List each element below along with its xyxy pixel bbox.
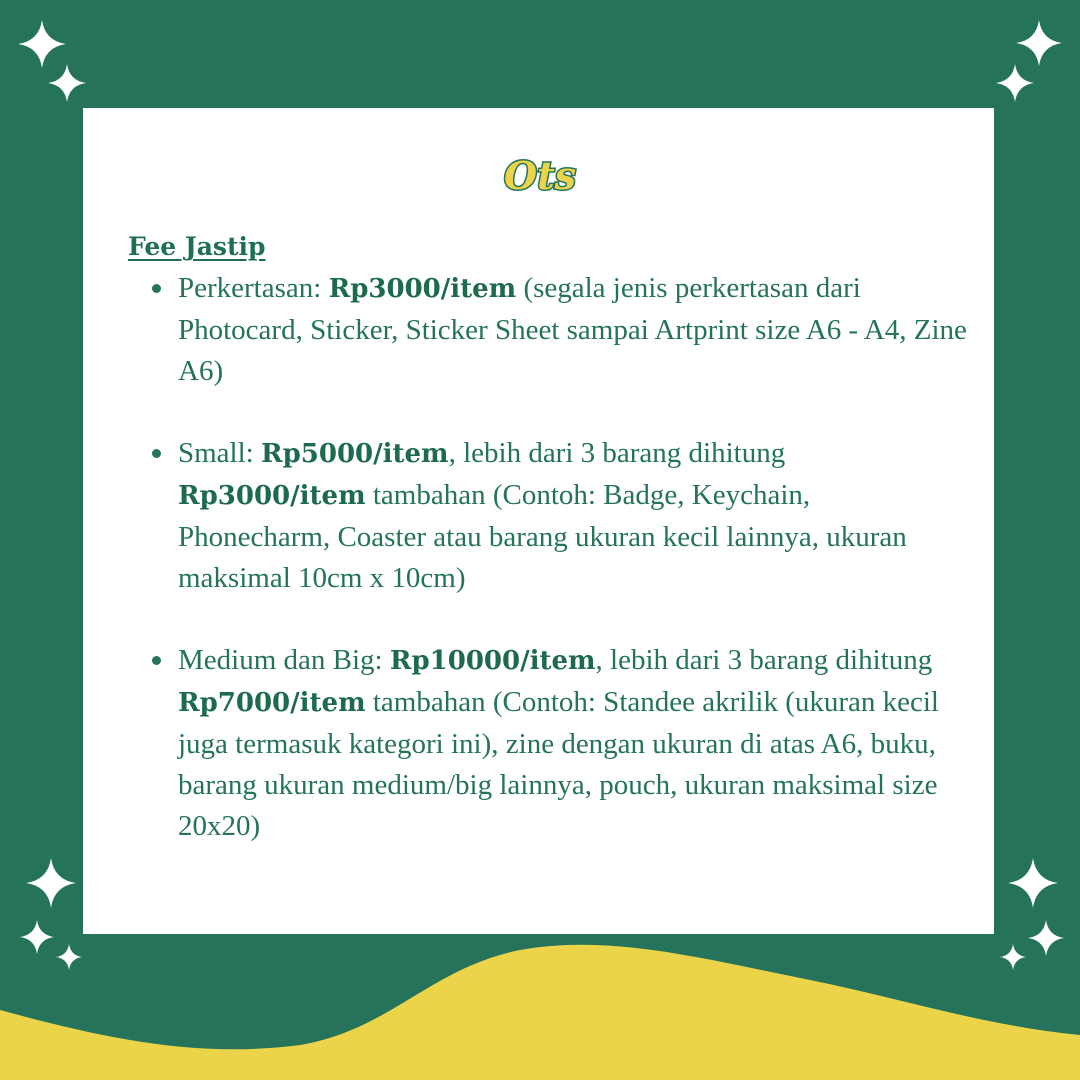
- sparkle-icon: [56, 944, 82, 970]
- sparkle-icon: [1016, 20, 1062, 66]
- content-card: [83, 108, 994, 934]
- price-text: Rp3000/item: [178, 481, 366, 511]
- bullet-icon: [152, 284, 161, 293]
- description-text: Perkertasan:: [178, 272, 329, 304]
- description-text: , lebih dari 3 barang dihitung: [448, 437, 786, 469]
- ots-logo: [495, 146, 585, 206]
- description-text: , lebih dari 3 barang dihitung: [595, 644, 933, 676]
- sparkle-icon: [996, 64, 1034, 102]
- description-text: Medium dan Big:: [178, 644, 390, 676]
- price-text: Rp5000/item: [260, 439, 449, 469]
- price-text: Rp3000/item: [328, 274, 517, 304]
- sparkle-icon: [1028, 920, 1064, 956]
- price-text: Rp10000/item: [389, 646, 596, 676]
- fee-item: [178, 433, 968, 599]
- bullet-icon: [152, 656, 161, 665]
- sparkle-icon: [18, 20, 66, 68]
- description-text: (segala jenis perkertasan dari Photocard, Sticker, Sticker Sheet sampai Artprint size A6 - A4, Zine A6): [178, 272, 967, 387]
- fee-list: [178, 268, 968, 888]
- logo-text: Ots: [503, 153, 577, 198]
- description-text: tambahan (Contoh: Badge, Keychain, Phonecharm, Coaster atau barang ukuran kecil lainnya, ukuran maksimal 10cm x 10cm): [178, 479, 907, 594]
- sparkle-icon: [1000, 944, 1026, 970]
- sparkle-icon: [48, 64, 86, 102]
- bullet-icon: [152, 449, 161, 458]
- sparkle-icon: [20, 920, 54, 954]
- fee-item: [178, 640, 968, 847]
- description-text: Small:: [178, 437, 261, 469]
- description-text: tambahan (Contoh: Standee akrilik (ukuran kecil juga termasuk kategori ini), zine dengan ukuran di atas A6, buku, barang ukuran medium/big lainnya, pouch, ukuran maksimal size 20x20): [178, 686, 939, 842]
- price-text: Rp7000/item: [178, 688, 366, 718]
- fee-item: [178, 268, 968, 392]
- page-title: Fee Jastip: [128, 232, 266, 261]
- sparkle-icon: [1008, 858, 1058, 908]
- sparkle-icon: [26, 858, 76, 908]
